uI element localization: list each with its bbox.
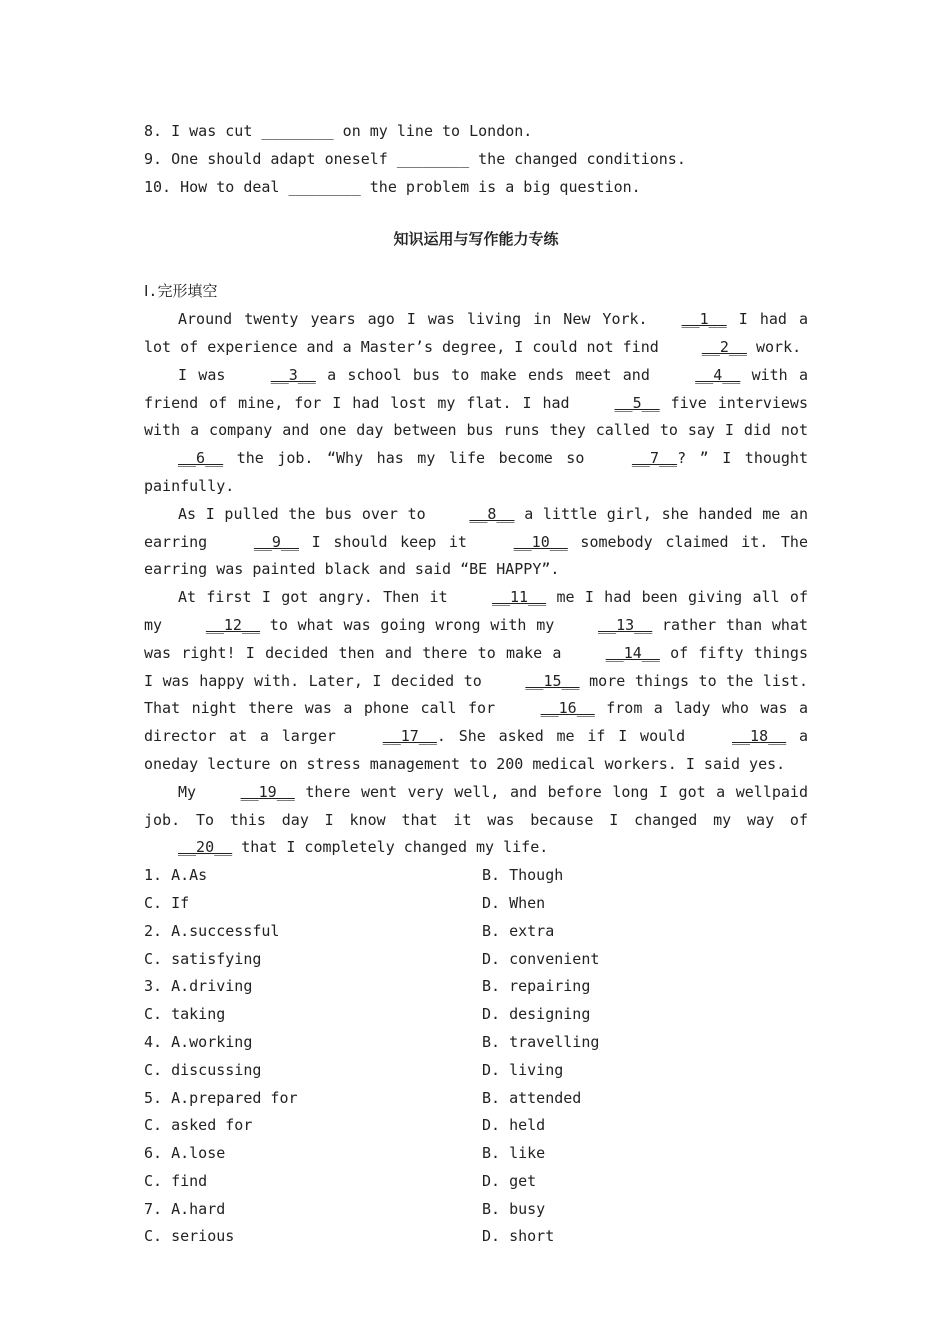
passage-text: there went very well, and before long I got a wellpaid job. To this day I know that it was because I changed my way of <box>144 782 808 829</box>
passage-text: As I pulled the bus over to <box>178 504 436 523</box>
passage-paragraph-1 <box>144 306 808 362</box>
passage-paragraph-4 <box>144 584 808 779</box>
passage-text: I had a lot of experience and a Master’s degree, I could not find <box>144 310 809 356</box>
passage-paragraph-2 <box>144 362 808 501</box>
option-right: B. Though <box>482 866 564 885</box>
passage-text: My <box>178 782 207 801</box>
option-row <box>144 1140 808 1168</box>
question-10: 10. How to deal ________ the problem is a big question. <box>144 177 641 196</box>
option-right: B. travelling <box>482 1032 600 1051</box>
option-left: 1. A.As <box>144 866 208 885</box>
passage-text: a oneday lecture on stress management to 200 medical workers. I said yes. <box>144 727 808 773</box>
passage-text: ? ” I thought painfully. <box>144 449 808 495</box>
option-right: B. repairing <box>482 977 591 996</box>
option-left: C. discussing <box>144 1060 262 1079</box>
option-left: C. If <box>144 893 190 912</box>
answer-blank: __16__ <box>540 699 595 718</box>
option-row <box>144 1112 808 1140</box>
passage-text: I was <box>178 365 237 384</box>
passage-paragraph-5 <box>144 779 808 862</box>
option-left: 2. A.successful <box>144 921 280 940</box>
passage-text: a school bus to make ends meet and <box>315 365 662 384</box>
passage-text: to what was going wrong with my <box>260 615 565 634</box>
option-left: 5. A.prepared for <box>144 1088 298 1107</box>
option-left: 6. A.lose <box>144 1144 226 1163</box>
passage-text: me I had been giving all of my <box>144 588 808 634</box>
option-right: B. attended <box>482 1088 582 1107</box>
option-right: D. living <box>482 1060 564 1079</box>
answer-blank: __15__ <box>525 671 580 690</box>
question-9: 9. One should adapt oneself ________ the changed conditions. <box>144 149 686 168</box>
section-title: 知识运用与写作能力专练 <box>393 230 559 249</box>
option-left: 4. A.working <box>144 1032 253 1051</box>
option-row <box>144 1168 808 1196</box>
option-right: D. When <box>482 893 546 912</box>
passage-text: with a friend of mine, for I had lost my flat. I had <box>144 365 809 412</box>
answer-blank: __13__ <box>598 615 653 634</box>
passage-text: the job. “Why has my life become so <box>223 449 598 468</box>
document-page <box>144 118 808 1251</box>
passage-text: At first I got angry. Then it <box>178 588 458 607</box>
passage-text: a little girl, she handed me an earring <box>144 504 808 551</box>
answer-options <box>144 862 808 1251</box>
option-row <box>144 1223 808 1251</box>
option-right: B. extra <box>482 921 555 940</box>
option-left: C. satisfying <box>144 949 262 968</box>
answer-blank: __6__ <box>178 449 224 468</box>
option-right: B. like <box>482 1144 546 1163</box>
passage-text: somebody claimed it. The earring was painted black and said “BE HAPPY”. <box>144 532 808 579</box>
option-row <box>144 862 808 890</box>
passage-text: of fifty things I was happy with. Later, I decided to <box>144 643 808 690</box>
answer-blank: __11__ <box>491 588 547 607</box>
option-right: D. convenient <box>482 949 600 968</box>
passage-text: rather than what was right! I decided then and there to make a <box>144 615 809 662</box>
passage-paragraph-3 <box>144 501 808 584</box>
answer-blank: __3__ <box>270 365 316 384</box>
option-row <box>144 890 808 918</box>
answer-blank: __4__ <box>695 365 741 384</box>
part-heading: Ⅰ.完形填空 <box>144 282 218 301</box>
answer-blank: __12__ <box>205 615 261 634</box>
option-row <box>144 1196 808 1224</box>
option-right: D. designing <box>482 1005 591 1024</box>
option-left: C. find <box>144 1171 208 1190</box>
question-8: 8. I was cut ________ on my line to London. <box>144 122 533 140</box>
passage-text: . She asked me if I would <box>436 727 698 746</box>
answer-blank: __1__ <box>681 310 727 329</box>
passage-text: five interviews with a company and one day between bus runs they called to say I did not <box>144 393 808 440</box>
answer-blank: __2__ <box>701 337 747 356</box>
answer-blank: __18__ <box>731 727 787 746</box>
answer-blank: __20__ <box>178 838 233 857</box>
option-left: C. asked for <box>144 1116 253 1135</box>
option-row <box>144 1001 808 1029</box>
passage-text: Around twenty years ago I was living in New York. <box>178 310 648 329</box>
passage-text: from a lady who was a director at a larger <box>144 699 808 746</box>
option-right: D. held <box>482 1116 546 1135</box>
option-row <box>144 946 808 974</box>
answer-blank: __5__ <box>614 393 660 412</box>
option-right: D. short <box>482 1227 555 1246</box>
option-right: D. get <box>482 1171 537 1190</box>
answer-blank: __14__ <box>605 643 660 662</box>
answer-blank: __8__ <box>469 504 515 523</box>
passage-text: I should keep it <box>299 532 480 551</box>
option-row <box>144 1085 808 1113</box>
option-row <box>144 1029 808 1057</box>
passage-text: work. <box>746 337 802 356</box>
answer-blank: __17__ <box>382 727 437 746</box>
answer-blank: __10__ <box>513 532 568 551</box>
option-left: C. taking <box>144 1005 226 1024</box>
option-row <box>144 918 808 946</box>
option-row <box>144 973 808 1001</box>
passage-text: more things to the list. That night there was a phone call for <box>144 671 808 718</box>
option-left: 7. A.hard <box>144 1199 226 1218</box>
option-row <box>144 1057 808 1085</box>
passage-text: that I completely changed my life. <box>232 838 549 857</box>
option-left: 3. A.driving <box>144 977 253 996</box>
option-left: C. serious <box>144 1227 235 1246</box>
answer-blank: __7__ <box>631 449 678 468</box>
option-right: B. busy <box>482 1199 546 1218</box>
answer-blank: __19__ <box>240 782 295 801</box>
answer-blank: __9__ <box>253 532 300 551</box>
cloze-passage <box>144 306 808 862</box>
top-questions <box>144 118 808 201</box>
